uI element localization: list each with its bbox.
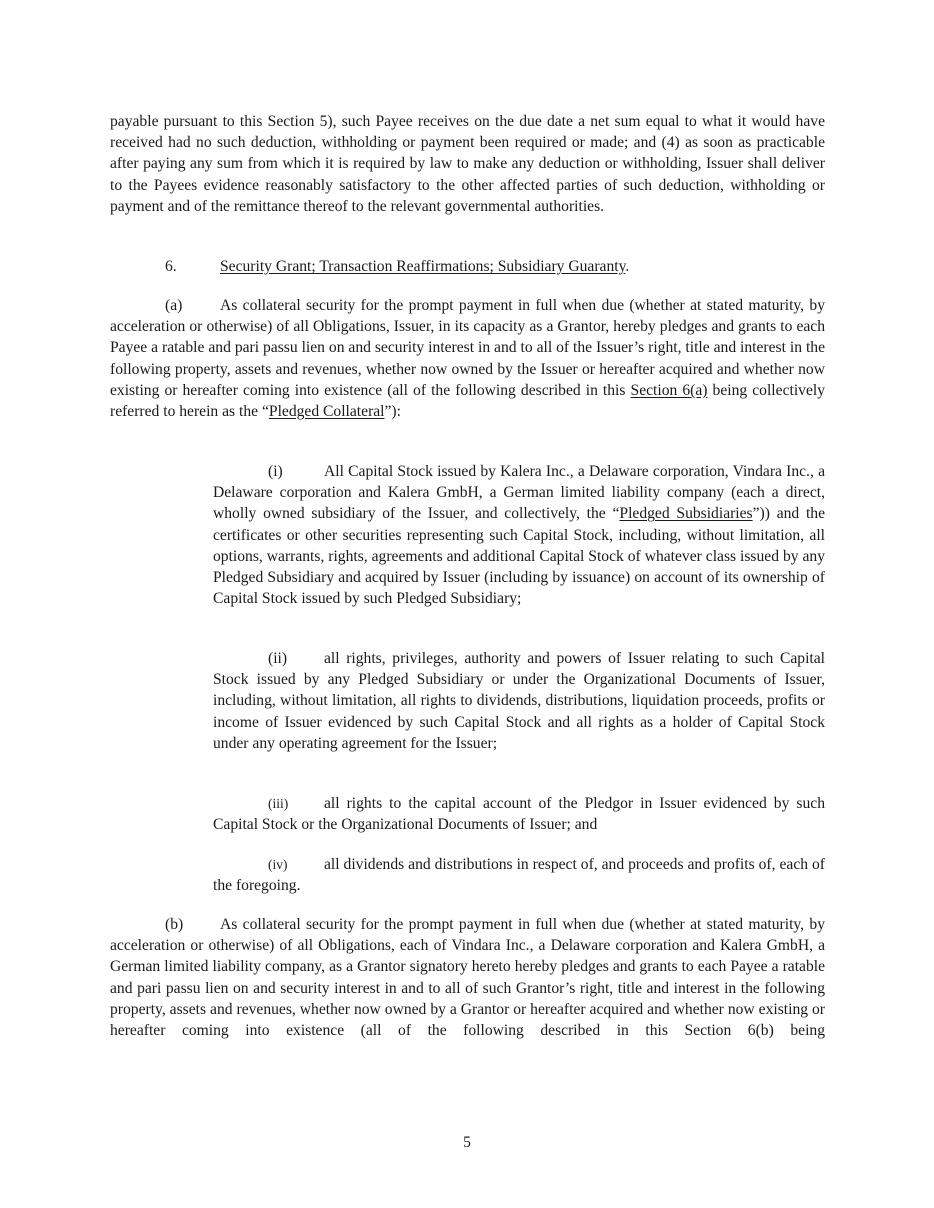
item-i — [213, 461, 825, 609]
paragraph-a-text-2: being collectively referred to herein as the “ — [110, 381, 825, 421]
paragraph-b-label: (b) — [165, 916, 184, 933]
paragraph-a-text-1: As collateral security for the prompt payment in full when due (whether at stated maturity, by acceleration or otherwise) of all Obligations, Issuer, in its capacity as a Grantor, hereby pledges and grants to each Payee a ratable and pari passu lien on and security interest in and to all of the Issuer’s right, title and interest in the following property, assets and revenues, whether now owned by the Issuer or hereafter acquired and whether now existing or hereafter coming into existence (all of the following described in this — [110, 297, 825, 399]
item-ii-text: all rights, privileges, authority and powers of Issuer relating to such Capital Stock issued by any Pledged Subsidiary or under the Organizational Documents of Issuer, including, without limitation, all rights to dividends, distributions, liquidation proceeds, profits or income of Issuer evidenced by such Capital Stock and all rights as a holder of Capital Stock under any operating agreement for the Issuer; — [213, 650, 825, 752]
item-iii-label: (iii) — [268, 796, 289, 811]
item-i-label: (i) — [268, 463, 283, 480]
section-6a-reference: Section 6(a) — [630, 381, 708, 399]
section-heading — [165, 256, 629, 277]
item-iv — [213, 854, 825, 896]
item-iii-text: all rights to the capital account of the Pledgor in Issuer evidenced by such Capital Stock or the Organizational Documents of Issuer; and — [213, 795, 825, 834]
item-iv-text: all dividends and distributions in respect of, and proceeds and profits of, each of the foregoing. — [213, 856, 825, 895]
item-i-text-1: All Capital Stock issued by Kalera Inc., a Delaware corporation, Vindara Inc., a Delaware corporation and Kalera GmbH, a German limited liability company (each a direct, wholly owned subsidiary of the Issuer, and collectively, the “ — [213, 463, 825, 523]
section-number: 6. — [165, 258, 177, 275]
paragraph-a-label: (a) — [165, 297, 183, 314]
paragraph-b-text: As collateral security for the prompt payment in full when due (whether at stated maturity, by acceleration or otherwise) of all Obligations, each of Vindara Inc., a Delaware corporation and Kalera GmbH, a German limited liability company, as a Grantor signatory hereto hereby pledges and grants to each Payee a ratable and pari passu lien on and security interest in and to all of such Grantor’s right, title and interest in the following property, assets and revenues, whether now owned by a Grantor or hereafter acquired and whether now existing or hereafter coming into existence (all of the following described in this Section 6(b) being — [110, 916, 825, 1040]
item-ii-label: (ii) — [268, 650, 288, 667]
continuation-paragraph — [110, 111, 825, 217]
pledged-collateral-term: Pledged Collateral — [268, 403, 385, 421]
paragraph-b — [110, 914, 825, 1041]
item-iii — [213, 793, 825, 835]
paragraph-a-text-3: ”): — [384, 403, 401, 421]
item-i-text-2: ”)) and the certificates or other securities representing such Capital Stock, including, without limitation, all options, warrants, rights, agreements and additional Capital Stock of whatever class issued by any Pledged Subsidiary and acquired by Issuer (including by issuance) on account of its ownership of Capital Stock issued by such Pledged Subsidiary; — [213, 505, 826, 608]
page-number: 5 — [463, 1134, 471, 1151]
paragraph-a — [110, 295, 825, 422]
item-ii — [213, 648, 825, 754]
item-iv-label: (iv) — [268, 857, 288, 872]
continuation-text: payable pursuant to this Section 5), such Payee receives on the due date a net sum equal to what it would have received had no such deduction, withholding or payment been required or made; and (4) as soon as practicable after paying any sum from which it is required by law to make any deduction or withholding, Issuer shall deliver to the Payees evidence reasonably satisfactory to the other affected parties of such deduction, withholding or payment and of the remittance thereof to the relevant governmental authorities. — [110, 113, 825, 215]
pledged-subsidiaries-term: Pledged Subsidiaries — [619, 505, 753, 523]
section-title-period: . — [625, 258, 630, 275]
section-title: Security Grant; Transaction Reaffirmations; Subsidiary Guaranty — [220, 258, 626, 275]
